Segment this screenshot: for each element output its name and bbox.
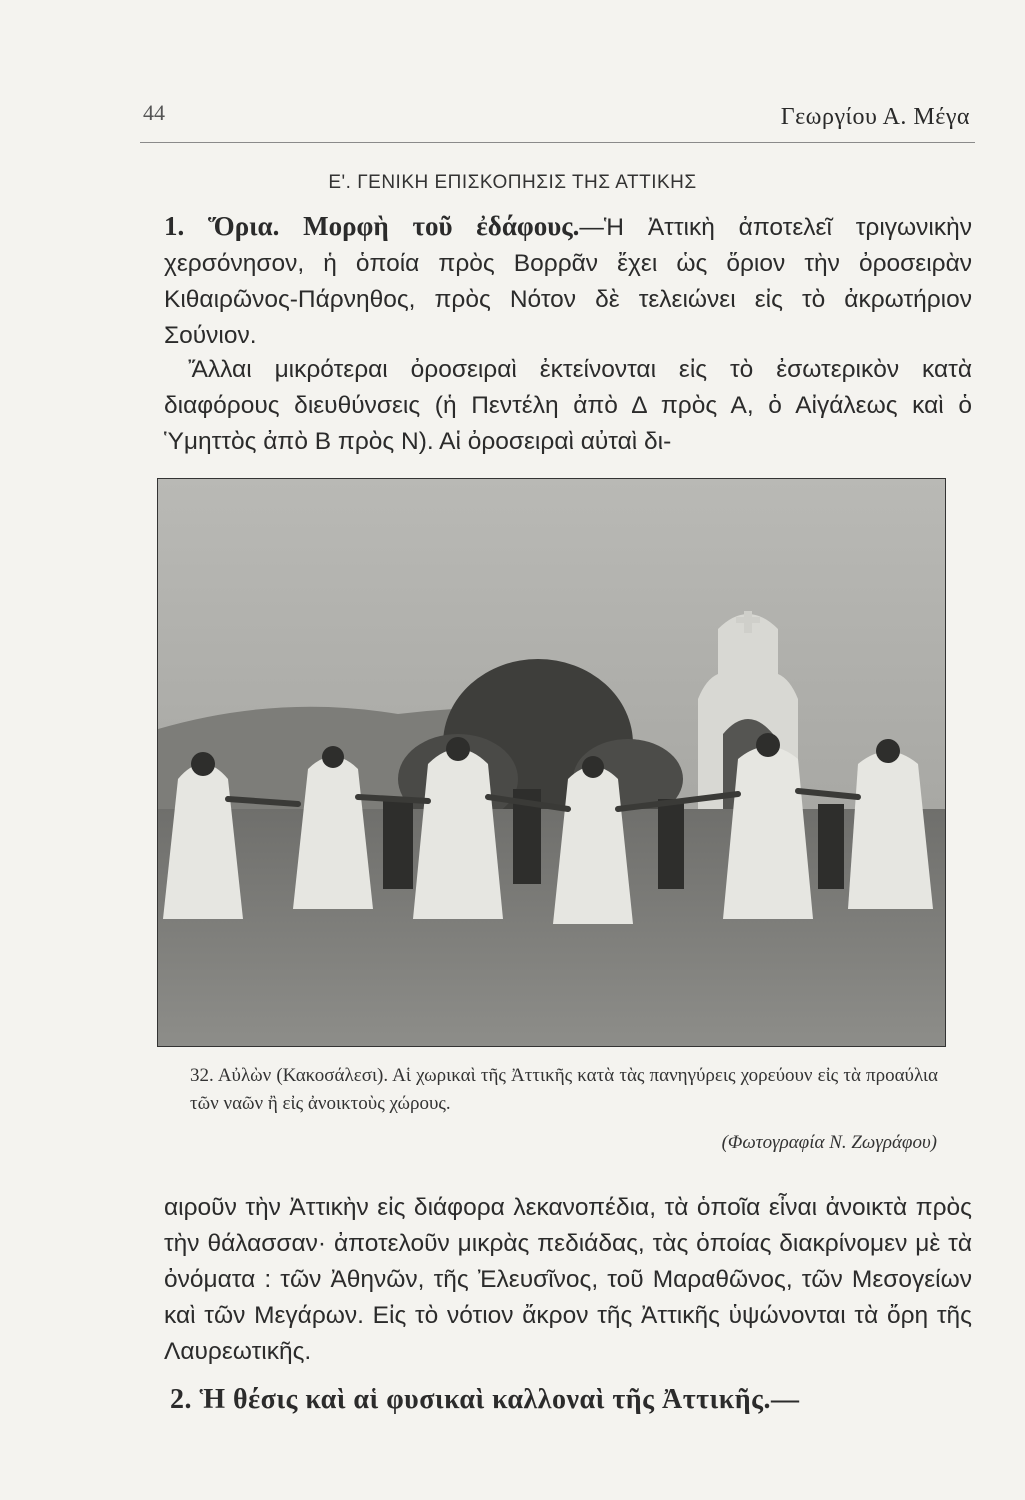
figure-caption-text: Αὐλὼν (Κακοσάλεσι). Αἱ χωρικαὶ τῆς Ἀττικῆς κατὰ τὰς πανηγύρεις χορεύουν εἰς τὰ προαύλια τῶν ναῶν ἢ εἰς ἀνοικτοὺς χώρους. bbox=[190, 1065, 938, 1114]
figure-caption bbox=[190, 1062, 938, 1118]
paragraph-1 bbox=[164, 208, 972, 354]
paragraph-3: αιροῦν τὴν Ἀττικὴν εἰς διάφορα λεκανοπέδια, τὰ ὁποῖα εἶναι ἀνοικτὰ πρὸς τὴν θάλασσαν· ἀποτελοῦν μικρὰς πεδιάδας, τὰς ὁποίας διακρίνομεν μὲ τὰ ὀνόματα : τῶν Ἀθηνῶν, τῆς Ἐλευσῖνος, τοῦ Μαραθῶνος, τῶν Μεσογείων καὶ τῶν Μεγάρων. Εἰς τὸ νότιον ἄκρον τῆς Ἀττικῆς ὑψώνονται τὰ ὄρη τῆς Λαυρεωτικῆς. bbox=[164, 1194, 972, 1365]
paragraph-4-heading: 2. Ἡ θέσις καὶ αἱ φυσικαὶ καλλοναὶ τῆς Ἀττικῆς.— bbox=[170, 1384, 800, 1415]
paragraph-1-heading: 1. Ὅρια. Μορφὴ τοῦ ἐδάφους. bbox=[164, 211, 580, 241]
header-rule bbox=[140, 142, 975, 143]
paragraph-1-text: —Ἡ Ἀττικὴ ἀποτελεῖ τριγωνικὴν χερσόνησον, ἡ ὁποία πρὸς Βορρᾶν ἔχει ὡς ὅριον τὴν ὀροσειρὰν Κιθαιρῶνος-Πάρνηθος, πρὸς Νότον δὲ τελειώνει εἰς τὸ ἀκρωτήριον Σούνιον. bbox=[164, 214, 972, 349]
running-head: Γεωργίου Α. Μέγα bbox=[780, 104, 970, 130]
dance-photograph bbox=[157, 478, 946, 1047]
figure-number: 32. bbox=[190, 1065, 214, 1086]
paragraph-2: Ἄλλαι μικρότεραι ὀροσειραὶ ἐκτείνονται εἰς τὸ ἐσωτερικὸν κατὰ διαφόρους διευθύνσεις (ἡ Πεντέλη ἀπὸ Δ πρὸς Α, ὁ Αἰγάλεως καὶ ὁ Ὑμηττὸς ἀπὸ Β πρὸς Ν). Αἱ ὀροσειραὶ αὐταὶ δι- bbox=[164, 356, 972, 455]
section-title: Ε'. ΓΕΝΙΚΗ ΕΠΙΣΚΟΠΗΣΙΣ ΤΗΣ ΑΤΤΙΚΗΣ bbox=[328, 172, 697, 193]
page-number: 44 bbox=[143, 100, 165, 125]
photograph-illustration bbox=[158, 479, 945, 1046]
photo-credit: (Φωτογραφία Ν. Ζωγράφου) bbox=[721, 1132, 937, 1153]
